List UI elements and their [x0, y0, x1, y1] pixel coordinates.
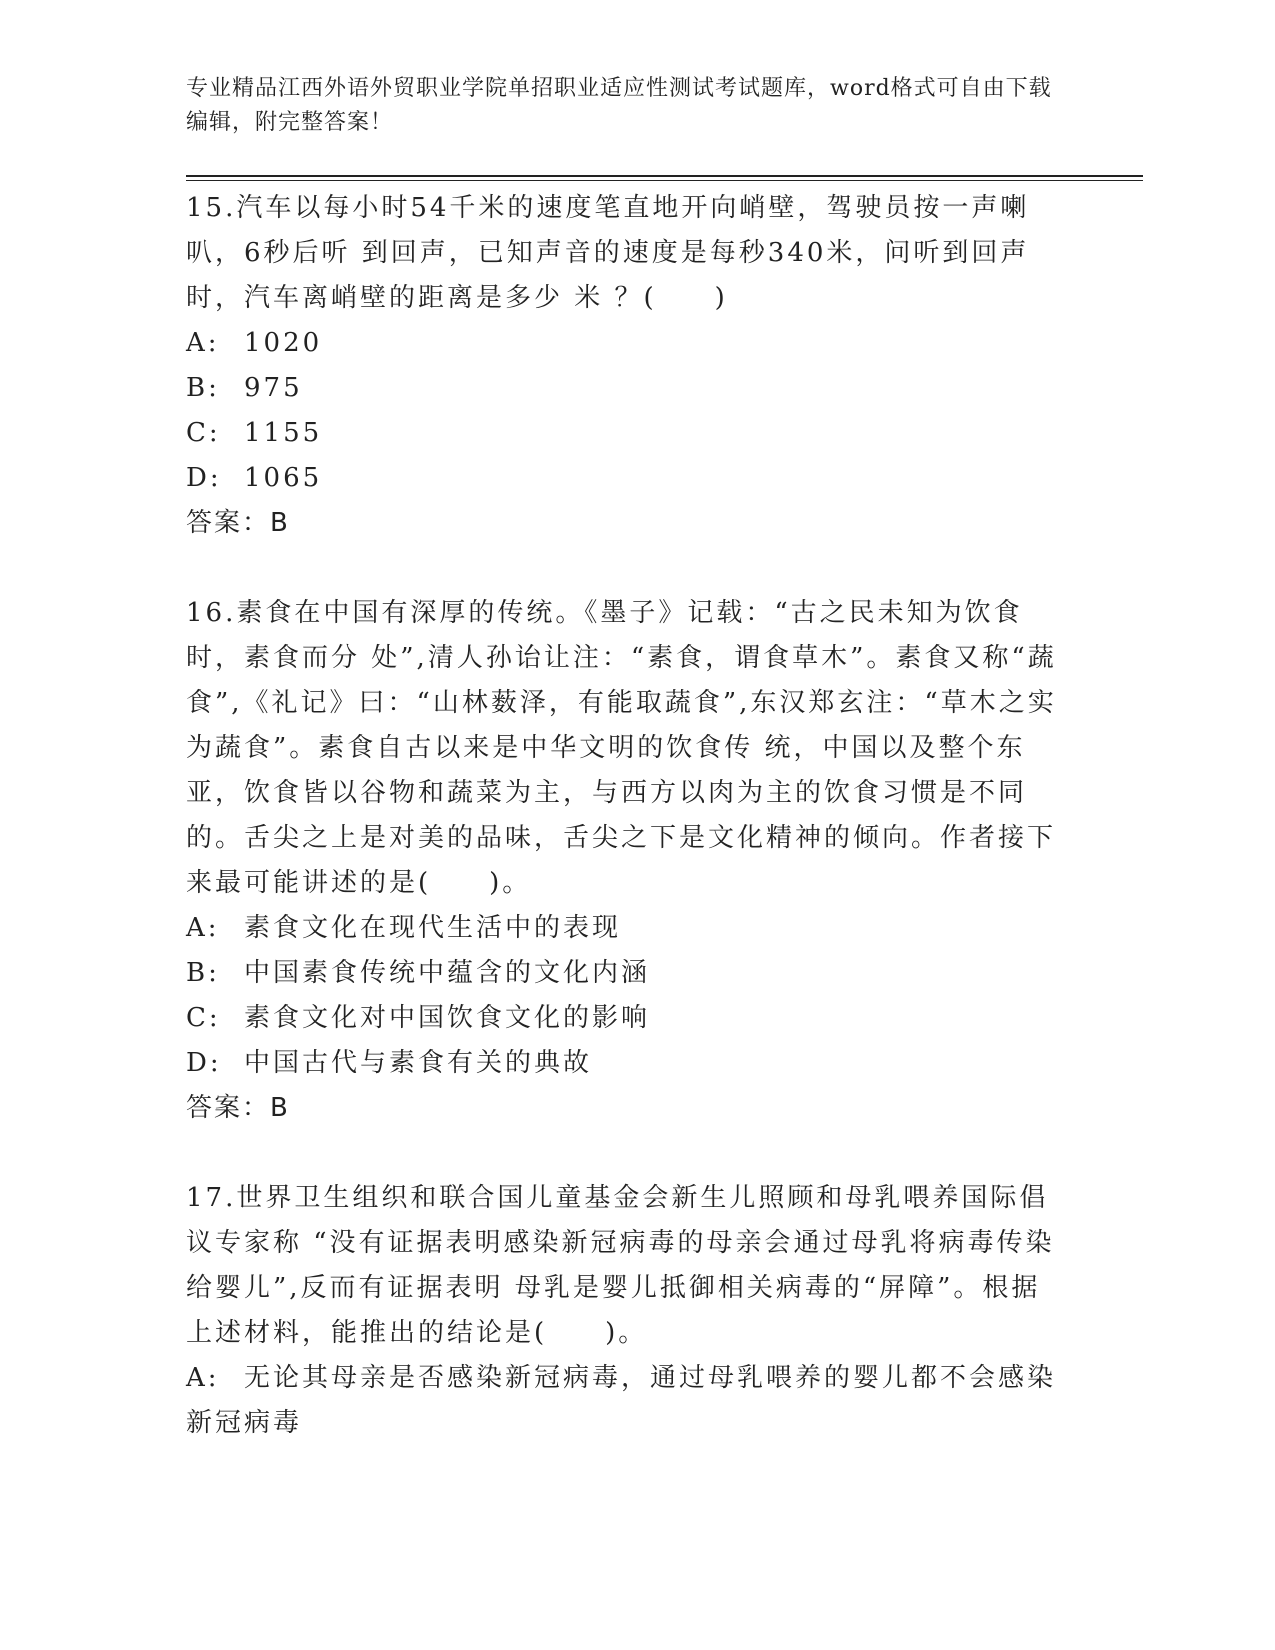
- option-d: [186, 456, 1066, 501]
- option-value: 中国素食传统中蕴含的文化内涵: [244, 958, 651, 988]
- option-value: 中国古代与素食有关的典故: [244, 1048, 593, 1078]
- option-b: [186, 951, 1066, 996]
- answer-label: 答案：B: [186, 508, 290, 538]
- header-rule-thick: [186, 175, 1143, 177]
- option-b: [186, 366, 1066, 411]
- option-key: A:: [186, 913, 220, 943]
- header-rule-thin: [186, 180, 1143, 181]
- answer-label: 答案：B: [186, 1093, 290, 1123]
- option-key: B:: [186, 958, 220, 988]
- option-key: A:: [186, 328, 220, 358]
- spacer: [186, 1131, 1066, 1176]
- option-key: D:: [186, 463, 222, 493]
- option-value: 无论其母亲是否感染新冠病毒，通过母乳喂养的婴儿都不会感染新冠病毒: [186, 1363, 1057, 1438]
- option-c: [186, 411, 1066, 456]
- question-15: [186, 186, 1066, 546]
- question-17: [186, 1176, 1066, 1446]
- option-d: [186, 1041, 1066, 1086]
- option-key: C:: [186, 1003, 221, 1033]
- question-text: 15.汽车以每小时54千米的速度笔直地开向峭壁，驾驶员按一声喇叭，6秒后听 到回声，已知声音的速度是每秒340米，问听到回声时，汽车离峭壁的距离是多少 米 ？( ): [186, 193, 1030, 313]
- question-text: 17.世界卫生组织和联合国儿童基金会新生儿照顾和母乳喂养国际倡议专家称 “没有证据表明感染新冠病毒的母亲会通过母乳将病毒传染给婴儿”,反而有证据表明 母乳是婴儿抵御相关病毒的“屏障”。根据上述材料，能推出的结论是( )。: [186, 1183, 1055, 1348]
- option-key: D:: [186, 1048, 222, 1078]
- option-a: [186, 906, 1066, 951]
- option-a: [186, 1356, 1066, 1446]
- option-key: B:: [186, 373, 220, 403]
- option-value: 素食文化对中国饮食文化的影响: [244, 1003, 651, 1033]
- option-key: A:: [186, 1363, 220, 1393]
- option-value: 975: [244, 373, 303, 403]
- option-value: 1155: [244, 418, 323, 448]
- option-value: 素食文化在现代生活中的表现: [244, 913, 622, 943]
- option-value: 1020: [244, 328, 323, 358]
- spacer: [186, 546, 1066, 591]
- question-text: 16.素食在中国有深厚的传统。《墨子》记载：“古之民未知为饮食时，素食而分 处”,清人孙诒让注：“素食，谓食草木”。素食又称“蔬食”,《礼记》曰：“山林薮泽，有能取蔬食”,东汉郑玄注：“草木之实为蔬食”。素食自古以来是中华文明的饮食传 统，中国以及整个东亚，饮食皆以谷物和蔬菜为主，与西方以肉为主的饮食习惯是不同的。舌尖之上是对美的品味，舌尖之下是文化精神的倾向。作者接下来最可能讲述的是( )。: [186, 598, 1057, 898]
- option-value: 1065: [244, 463, 323, 493]
- question-list: [186, 186, 1066, 1446]
- option-c: [186, 996, 1066, 1041]
- question-16: [186, 591, 1066, 1131]
- option-a: [186, 321, 1066, 366]
- document-header: 专业精品江西外语外贸职业学院单招职业适应性测试考试题库，word格式可自由下载编辑，附完整答案！: [186, 76, 1052, 135]
- option-key: C:: [186, 418, 221, 448]
